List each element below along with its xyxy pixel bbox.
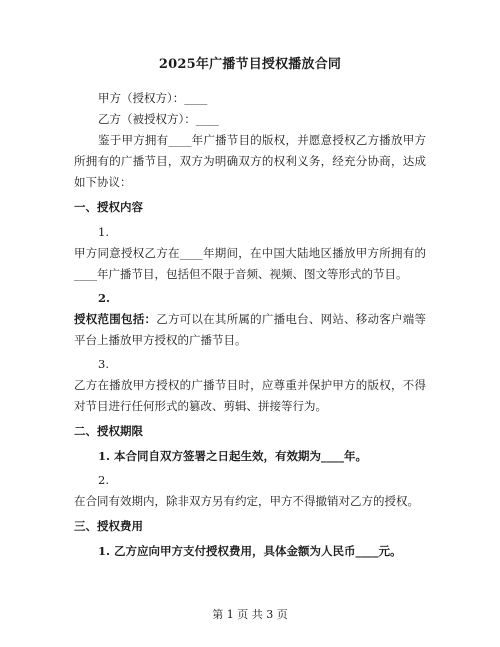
- clause-text-bold: 1. 乙方应向甲方支付授权费用，具体金额为人民币____元。: [98, 544, 402, 558]
- clause-number: 2.: [98, 473, 109, 487]
- clause-text: 在合同有效期内，除非双方另有约定，甲方不得撤销对乙方的授权。: [74, 494, 419, 508]
- clause-number: 3.: [98, 357, 109, 371]
- document-title: 2025年广播节目授权播放合同: [158, 57, 342, 72]
- clause-text: [74, 309, 426, 351]
- clause-text-bold: 1. 本合同自双方签署之日起生效，有效期为____年。: [98, 449, 368, 463]
- clause-text: 乙方在播放甲方授权的广播节目时，应尊重并保护甲方的版权，不得对节目进行任何形式的篡改、剪辑、拼接等行为。: [74, 378, 426, 413]
- section-heading-authorization-fee: 三、授权费用: [74, 519, 143, 533]
- clause-body: 乙方可以在其所属的广播电台、网站、移动客户端等平台上播放甲方授权的广播节目。: [74, 312, 427, 347]
- party-a-line: 甲方（授权方）：____: [98, 91, 208, 105]
- clause-text: 甲方同意授权乙方在____年期间，在中国大陆地区播放甲方所拥有的____年广播节目，包括但不限于音频、视频、图文等形式的节目。: [74, 246, 426, 281]
- page-footer: 第 1 页 共 3 页: [212, 608, 288, 621]
- clause-lead: 授权范围包括：: [74, 312, 157, 326]
- section-heading-authorization-content: 一、授权内容: [74, 200, 143, 214]
- clause-number: 1.: [98, 225, 109, 239]
- section-heading-authorization-term: 二、授权期限: [74, 424, 143, 438]
- party-b-line: 乙方（被授权方）：____: [98, 112, 219, 126]
- preamble-paragraph: 鉴于甲方拥有____年广播节目的版权，并愿意授权乙方播放甲方所拥有的广播节目，双方为明确双方的权利义务，经充分协商，达成如下协议：: [74, 133, 426, 189]
- clause-number: 2.: [98, 291, 111, 305]
